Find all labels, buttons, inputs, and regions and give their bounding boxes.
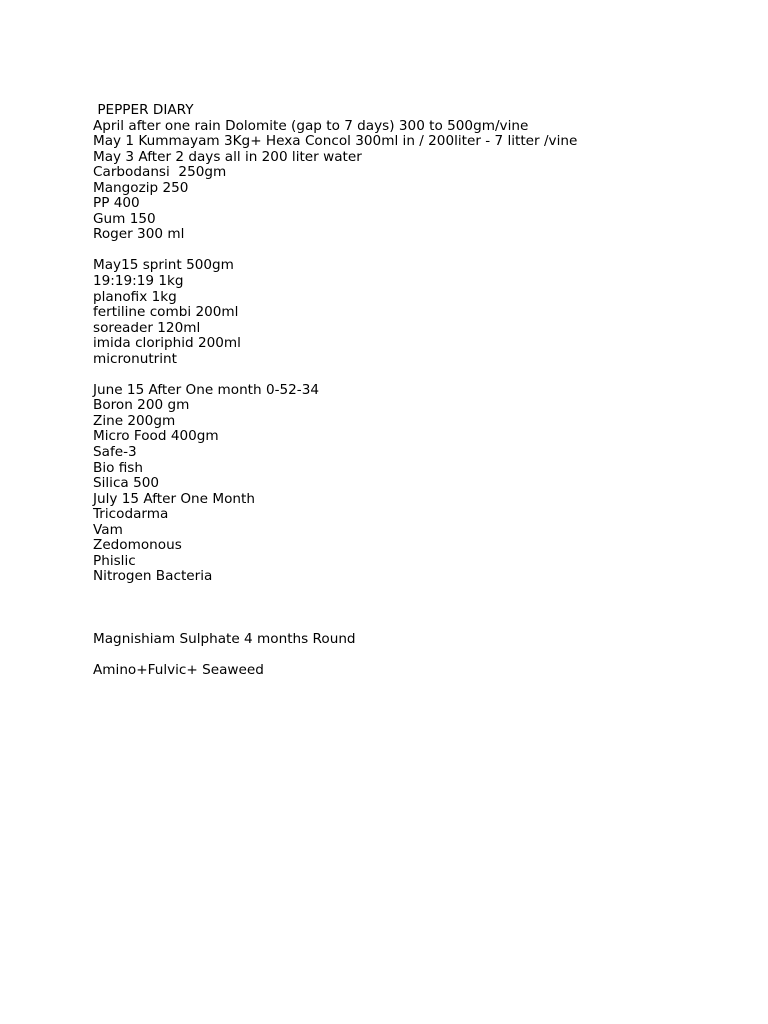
- text-line: Tricodarma: [93, 506, 169, 523]
- text-line: 19:19:19 1kg: [93, 273, 184, 290]
- blank-line: [93, 616, 733, 632]
- document-body: [93, 103, 733, 678]
- text-line: Phislic: [93, 552, 136, 569]
- text-line: Vam: [93, 521, 123, 538]
- text-line: May 3 After 2 days all in 200 liter water: [93, 148, 362, 165]
- text-line: PP 400: [93, 195, 140, 212]
- text-line: May 1 Kummayam 3Kg+ Hexa Concol 300ml in / 200liter - 7 litter /vine: [93, 133, 578, 150]
- text-line: imida cloriphid 200ml: [93, 335, 241, 352]
- text-line: Roger 300 ml: [93, 226, 185, 243]
- blank-line: [93, 367, 733, 383]
- document-lines: [93, 119, 733, 679]
- document-title: PEPPER DIARY: [93, 102, 194, 118]
- text-line: Zedomonous: [93, 537, 182, 554]
- text-line: micronutrint: [93, 350, 177, 367]
- text-line: Zine 200gm: [93, 412, 176, 429]
- text-line: Amino+Fulvic+ Seaweed: [93, 661, 264, 678]
- text-line: Nitrogen Bacteria: [93, 568, 213, 585]
- blank-line: [93, 585, 733, 601]
- blank-line: [93, 601, 733, 617]
- text-line: planofix 1kg: [93, 288, 177, 305]
- text-line: Mangozip 250: [93, 179, 189, 196]
- text-line: Carbodansi 250gm: [93, 164, 227, 181]
- text-line: Micro Food 400gm: [93, 428, 219, 445]
- text-line: April after one rain Dolomite (gap to 7 days) 300 to 500gm/vine: [93, 117, 529, 134]
- blank-line: [93, 243, 733, 259]
- text-line: Safe-3: [93, 444, 137, 461]
- text-line: Magnishiam Sulphate 4 months Round: [93, 630, 356, 647]
- text-line: soreader 120ml: [93, 319, 201, 336]
- text-line: July 15 After One Month: [93, 490, 255, 507]
- text-line: Gum 150: [93, 210, 156, 227]
- text-line: May15 sprint 500gm: [93, 257, 234, 274]
- text-line: Bio fish: [93, 459, 144, 476]
- text-line: June 15 After One month 0-52-34: [93, 381, 320, 398]
- blank-line: [93, 647, 733, 663]
- text-line: Silica 500: [93, 475, 160, 492]
- text-line: fertiline combi 200ml: [93, 304, 239, 321]
- text-line: Boron 200 gm: [93, 397, 190, 414]
